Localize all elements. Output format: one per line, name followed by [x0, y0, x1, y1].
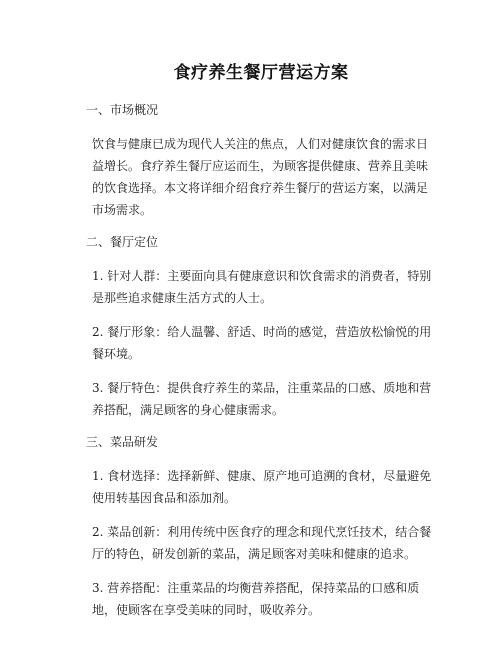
paragraph: 2. 菜品创新：利用传统中医食疗的理念和现代烹饪技术，结合餐厅的特色，研发创新的菜品，满足顾客对美味和健康的追求。	[92, 525, 432, 561]
paragraph: 1. 针对人群：主要面向具有健康意识和饮食需求的消费者，特别是那些追求健康生活方式的人士。	[92, 269, 432, 305]
section-heading: 一、市场概况	[86, 103, 159, 117]
paragraph: 饮食与健康已成为现代人关注的焦点，人们对健康饮食的需求日益增长。食疗养生餐厅应运而生，为顾客提供健康、营养且美味的饮食选择。本文将详细介绍食疗养生餐厅的营运方案，以满足市场需求。	[92, 137, 429, 217]
section-restaurant-positioning	[86, 233, 436, 421]
section-menu-development	[86, 433, 436, 621]
paragraph: 1. 食材选择：选择新鲜、健康、原产地可追溯的食材，尽量避免使用转基因食品和添加剂。	[92, 469, 432, 505]
document-title: 食疗养生餐厅营运方案	[173, 63, 349, 83]
paragraph: 3. 餐厅特色：提供食疗养生的菜品，注重菜品的口感、质地和营养搭配，满足顾客的身心健康需求。	[92, 381, 432, 417]
section-heading: 二、餐厅定位	[86, 235, 159, 249]
paragraph: 3. 营养搭配：注重菜品的均衡营养搭配，保持菜品的口感和质地，使顾客在享受美味的同时，吸收养分。	[92, 581, 420, 617]
section-market-overview	[86, 101, 436, 221]
paragraph: 2. 餐厅形象：给人温馨、舒适、时尚的感觉，营造放松愉悦的用餐环境。	[92, 325, 432, 361]
section-heading: 三、菜品研发	[86, 435, 159, 449]
